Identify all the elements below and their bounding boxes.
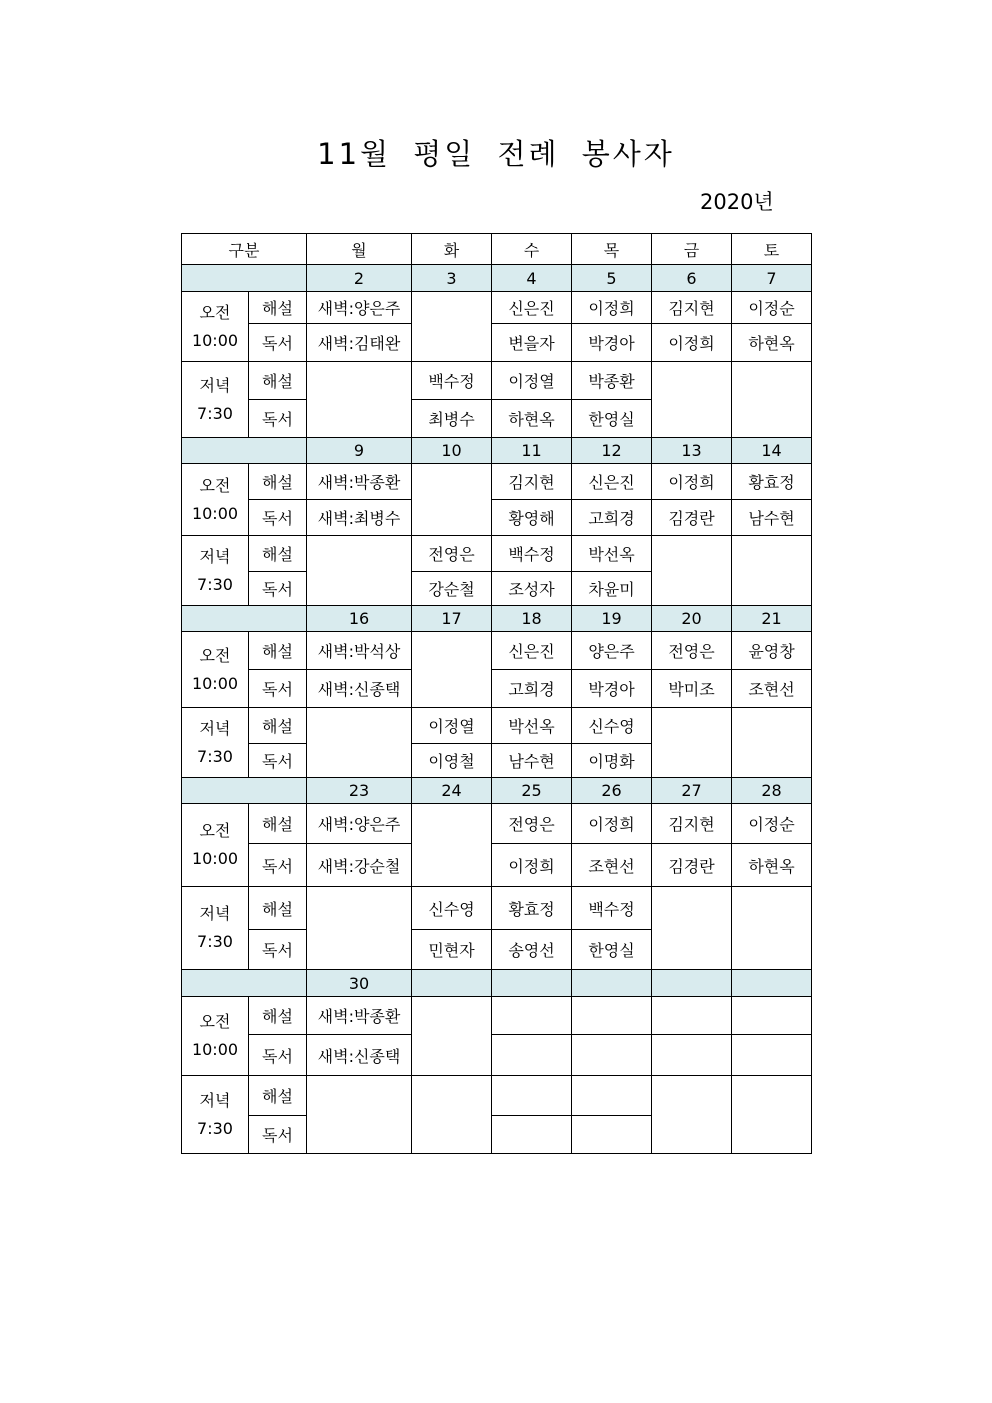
name-cell: 이정희 xyxy=(492,844,572,887)
role-label-reading: 독서 xyxy=(249,844,307,887)
name-cell: 김지현 xyxy=(652,292,732,324)
date-row xyxy=(182,970,812,997)
date-cell: 27 xyxy=(652,778,732,804)
name-cell xyxy=(572,1035,652,1076)
date-cell xyxy=(412,970,492,997)
name-cell: 새벽:박종환 xyxy=(307,464,412,500)
name-cell: 이정열 xyxy=(412,708,492,744)
period-time: 10:00 xyxy=(191,330,239,350)
role-label-commentary: 해설 xyxy=(249,536,307,572)
name-cell: 고희경 xyxy=(572,500,652,536)
period-time: 10:00 xyxy=(191,673,239,693)
name-cell xyxy=(572,997,652,1035)
header-day-wed: 수 xyxy=(492,234,572,265)
name-cell: 새벽:최병수 xyxy=(307,500,412,536)
empty-cell xyxy=(732,1076,812,1154)
role-label-commentary: 해설 xyxy=(249,997,307,1035)
header-day-fri: 금 xyxy=(652,234,732,265)
name-cell: 새벽:양은주 xyxy=(307,292,412,324)
role-label-reading: 독서 xyxy=(249,400,307,438)
name-cell: 이정순 xyxy=(732,292,812,324)
morning-commentary-row xyxy=(182,804,812,844)
empty-cell xyxy=(412,804,492,887)
name-cell: 새벽:양은주 xyxy=(307,804,412,844)
empty-cell xyxy=(652,536,732,606)
date-cell: 25 xyxy=(492,778,572,804)
period-label: 저녁 xyxy=(199,718,231,738)
name-cell xyxy=(492,1035,572,1076)
period-label: 저녁 xyxy=(199,904,231,923)
empty-cell xyxy=(732,536,812,606)
name-cell: 조현선 xyxy=(572,844,652,887)
name-cell: 조현선 xyxy=(732,670,812,708)
role-label-commentary: 해설 xyxy=(249,708,307,744)
empty-cell xyxy=(307,1076,412,1154)
name-cell: 김경란 xyxy=(652,500,732,536)
name-cell: 신은진 xyxy=(492,292,572,324)
name-cell: 김지현 xyxy=(652,804,732,844)
empty-cell xyxy=(307,708,412,778)
period-cell-morning xyxy=(182,464,249,536)
period-cell-morning xyxy=(182,997,249,1076)
empty-cell xyxy=(652,362,732,438)
role-label-reading: 독서 xyxy=(249,1116,307,1154)
name-cell: 새벽:박종환 xyxy=(307,997,412,1035)
name-cell: 이정희 xyxy=(572,292,652,324)
period-label: 저녁 xyxy=(199,375,231,395)
name-cell: 한영실 xyxy=(572,930,652,970)
empty-cell xyxy=(412,632,492,708)
date-cell xyxy=(652,970,732,997)
empty-cell xyxy=(732,362,812,438)
empty-cell xyxy=(732,708,812,778)
empty-cell xyxy=(307,362,412,438)
name-cell: 김지현 xyxy=(492,464,572,500)
evening-commentary-row xyxy=(182,1076,812,1116)
name-cell xyxy=(652,1035,732,1076)
morning-reading-row xyxy=(182,324,812,362)
date-row xyxy=(182,438,812,464)
date-cell: 20 xyxy=(652,606,732,632)
role-label-reading: 독서 xyxy=(249,500,307,536)
name-cell xyxy=(572,1076,652,1116)
name-cell: 남수현 xyxy=(732,500,812,536)
date-cell: 13 xyxy=(652,438,732,464)
empty-cell xyxy=(412,464,492,536)
evening-commentary-row xyxy=(182,708,812,744)
name-cell: 하현옥 xyxy=(732,844,812,887)
name-cell xyxy=(732,997,812,1035)
date-row xyxy=(182,265,812,292)
name-cell: 조성자 xyxy=(492,572,572,606)
name-cell: 박종환 xyxy=(572,362,652,400)
morning-reading-row xyxy=(182,844,812,887)
date-cell: 30 xyxy=(307,970,412,997)
header-day-mon: 월 xyxy=(307,234,412,265)
morning-commentary-row xyxy=(182,292,812,324)
header-category: 구분 xyxy=(182,234,307,265)
name-cell: 하현옥 xyxy=(732,324,812,362)
name-cell: 하현옥 xyxy=(492,400,572,438)
name-cell xyxy=(492,1116,572,1154)
name-cell: 강순철 xyxy=(412,572,492,606)
header-row xyxy=(182,234,812,265)
period-time: 10:00 xyxy=(191,1040,239,1059)
role-label-commentary: 해설 xyxy=(249,292,307,324)
morning-reading-row xyxy=(182,670,812,708)
empty-cell xyxy=(652,1076,732,1154)
name-cell: 황효정 xyxy=(732,464,812,500)
period-cell-evening xyxy=(182,887,249,970)
date-cell xyxy=(572,970,652,997)
name-cell: 이정희 xyxy=(652,464,732,500)
date-cell: 23 xyxy=(307,778,412,804)
date-cell: 14 xyxy=(732,438,812,464)
morning-commentary-row xyxy=(182,464,812,500)
name-cell: 황영해 xyxy=(492,500,572,536)
empty-cell xyxy=(412,292,492,362)
date-cell: 11 xyxy=(492,438,572,464)
evening-commentary-row xyxy=(182,536,812,572)
name-cell: 남수현 xyxy=(492,744,572,778)
name-cell: 박경아 xyxy=(572,324,652,362)
date-row-spacer xyxy=(182,778,307,804)
period-time: 7:30 xyxy=(197,574,233,594)
name-cell: 신은진 xyxy=(572,464,652,500)
date-cell: 19 xyxy=(572,606,652,632)
date-row-spacer xyxy=(182,438,307,464)
name-cell: 이명화 xyxy=(572,744,652,778)
date-cell: 10 xyxy=(412,438,492,464)
name-cell: 새벽:신종택 xyxy=(307,670,412,708)
name-cell: 변을자 xyxy=(492,324,572,362)
role-label-reading: 독서 xyxy=(249,930,307,970)
name-cell: 신수영 xyxy=(572,708,652,744)
date-cell: 5 xyxy=(572,265,652,292)
period-time: 10:00 xyxy=(191,849,239,868)
name-cell: 박선옥 xyxy=(492,708,572,744)
name-cell xyxy=(732,1035,812,1076)
empty-cell xyxy=(412,1076,492,1154)
date-cell: 16 xyxy=(307,606,412,632)
role-label-commentary: 해설 xyxy=(249,887,307,930)
name-cell: 민현자 xyxy=(412,930,492,970)
name-cell: 신은진 xyxy=(492,632,572,670)
empty-cell xyxy=(652,708,732,778)
date-cell: 18 xyxy=(492,606,572,632)
page-title: 11월 평일 전례 봉사자 xyxy=(317,137,675,171)
name-cell: 백수정 xyxy=(572,887,652,930)
date-cell xyxy=(732,970,812,997)
period-label: 저녁 xyxy=(199,1090,231,1110)
schedule-table xyxy=(181,233,812,1154)
role-label-reading: 독서 xyxy=(249,670,307,708)
date-cell: 12 xyxy=(572,438,652,464)
date-cell: 17 xyxy=(412,606,492,632)
period-time: 7:30 xyxy=(197,746,233,766)
name-cell: 전영은 xyxy=(412,536,492,572)
period-label: 저녁 xyxy=(199,546,231,566)
name-cell: 이정열 xyxy=(492,362,572,400)
date-cell: 2 xyxy=(307,265,412,292)
name-cell: 새벽:신종택 xyxy=(307,1035,412,1076)
date-cell: 9 xyxy=(307,438,412,464)
name-cell: 고희경 xyxy=(492,670,572,708)
morning-reading-row xyxy=(182,1035,812,1076)
date-row-spacer xyxy=(182,970,307,997)
period-cell-morning xyxy=(182,632,249,708)
name-cell: 차윤미 xyxy=(572,572,652,606)
period-label: 오전 xyxy=(199,1012,231,1031)
year-label: 2020년 xyxy=(700,190,774,214)
name-cell: 윤영창 xyxy=(732,632,812,670)
empty-cell xyxy=(307,887,412,970)
role-label-commentary: 해설 xyxy=(249,632,307,670)
role-label-commentary: 해설 xyxy=(249,1076,307,1116)
period-label: 오전 xyxy=(199,475,231,495)
empty-cell xyxy=(652,887,732,970)
name-cell: 한영실 xyxy=(572,400,652,438)
name-cell: 이영철 xyxy=(412,744,492,778)
name-cell xyxy=(572,1116,652,1154)
date-cell: 6 xyxy=(652,265,732,292)
name-cell: 양은주 xyxy=(572,632,652,670)
period-time: 7:30 xyxy=(197,1118,233,1138)
evening-commentary-row xyxy=(182,887,812,930)
name-cell: 새벽:박석상 xyxy=(307,632,412,670)
period-label: 오전 xyxy=(199,302,231,322)
header-day-thu: 목 xyxy=(572,234,652,265)
morning-reading-row xyxy=(182,500,812,536)
name-cell: 백수정 xyxy=(412,362,492,400)
role-label-reading: 독서 xyxy=(249,572,307,606)
period-cell-evening xyxy=(182,536,249,606)
role-label-commentary: 해설 xyxy=(249,464,307,500)
period-cell-morning xyxy=(182,292,249,362)
role-label-reading: 독서 xyxy=(249,1035,307,1076)
name-cell xyxy=(492,1076,572,1116)
name-cell: 이정순 xyxy=(732,804,812,844)
header-day-tue: 화 xyxy=(412,234,492,265)
period-cell-evening xyxy=(182,708,249,778)
role-label-reading: 독서 xyxy=(249,744,307,778)
header-day-sat: 토 xyxy=(732,234,812,265)
name-cell xyxy=(492,997,572,1035)
name-cell: 새벽:강순철 xyxy=(307,844,412,887)
empty-cell xyxy=(412,997,492,1076)
morning-commentary-row xyxy=(182,997,812,1035)
empty-cell xyxy=(732,887,812,970)
date-cell: 7 xyxy=(732,265,812,292)
date-cell: 4 xyxy=(492,265,572,292)
date-row xyxy=(182,778,812,804)
date-cell xyxy=(492,970,572,997)
date-row-spacer xyxy=(182,606,307,632)
role-label-commentary: 해설 xyxy=(249,362,307,400)
name-cell: 이정희 xyxy=(572,804,652,844)
date-row xyxy=(182,606,812,632)
name-cell: 최병수 xyxy=(412,400,492,438)
name-cell: 이정희 xyxy=(652,324,732,362)
name-cell: 신수영 xyxy=(412,887,492,930)
name-cell: 김경란 xyxy=(652,844,732,887)
role-label-commentary: 해설 xyxy=(249,804,307,844)
period-cell-evening xyxy=(182,1076,249,1154)
period-cell-morning xyxy=(182,804,249,887)
evening-commentary-row xyxy=(182,362,812,400)
name-cell: 전영은 xyxy=(492,804,572,844)
name-cell: 새벽:김태완 xyxy=(307,324,412,362)
name-cell: 송영선 xyxy=(492,930,572,970)
period-label: 오전 xyxy=(199,645,231,665)
date-cell: 21 xyxy=(732,606,812,632)
date-cell: 26 xyxy=(572,778,652,804)
period-label: 오전 xyxy=(199,821,231,840)
date-cell: 28 xyxy=(732,778,812,804)
morning-commentary-row xyxy=(182,632,812,670)
name-cell: 박경아 xyxy=(572,670,652,708)
date-cell: 3 xyxy=(412,265,492,292)
name-cell: 전영은 xyxy=(652,632,732,670)
name-cell: 황효정 xyxy=(492,887,572,930)
date-row-spacer xyxy=(182,265,307,292)
empty-cell xyxy=(307,536,412,606)
period-time: 7:30 xyxy=(197,403,233,423)
period-time: 10:00 xyxy=(191,503,239,523)
role-label-reading: 독서 xyxy=(249,324,307,362)
name-cell xyxy=(652,997,732,1035)
name-cell: 박미조 xyxy=(652,670,732,708)
name-cell: 백수정 xyxy=(492,536,572,572)
date-cell: 24 xyxy=(412,778,492,804)
period-cell-evening xyxy=(182,362,249,438)
name-cell: 박선옥 xyxy=(572,536,652,572)
period-time: 7:30 xyxy=(197,932,233,951)
